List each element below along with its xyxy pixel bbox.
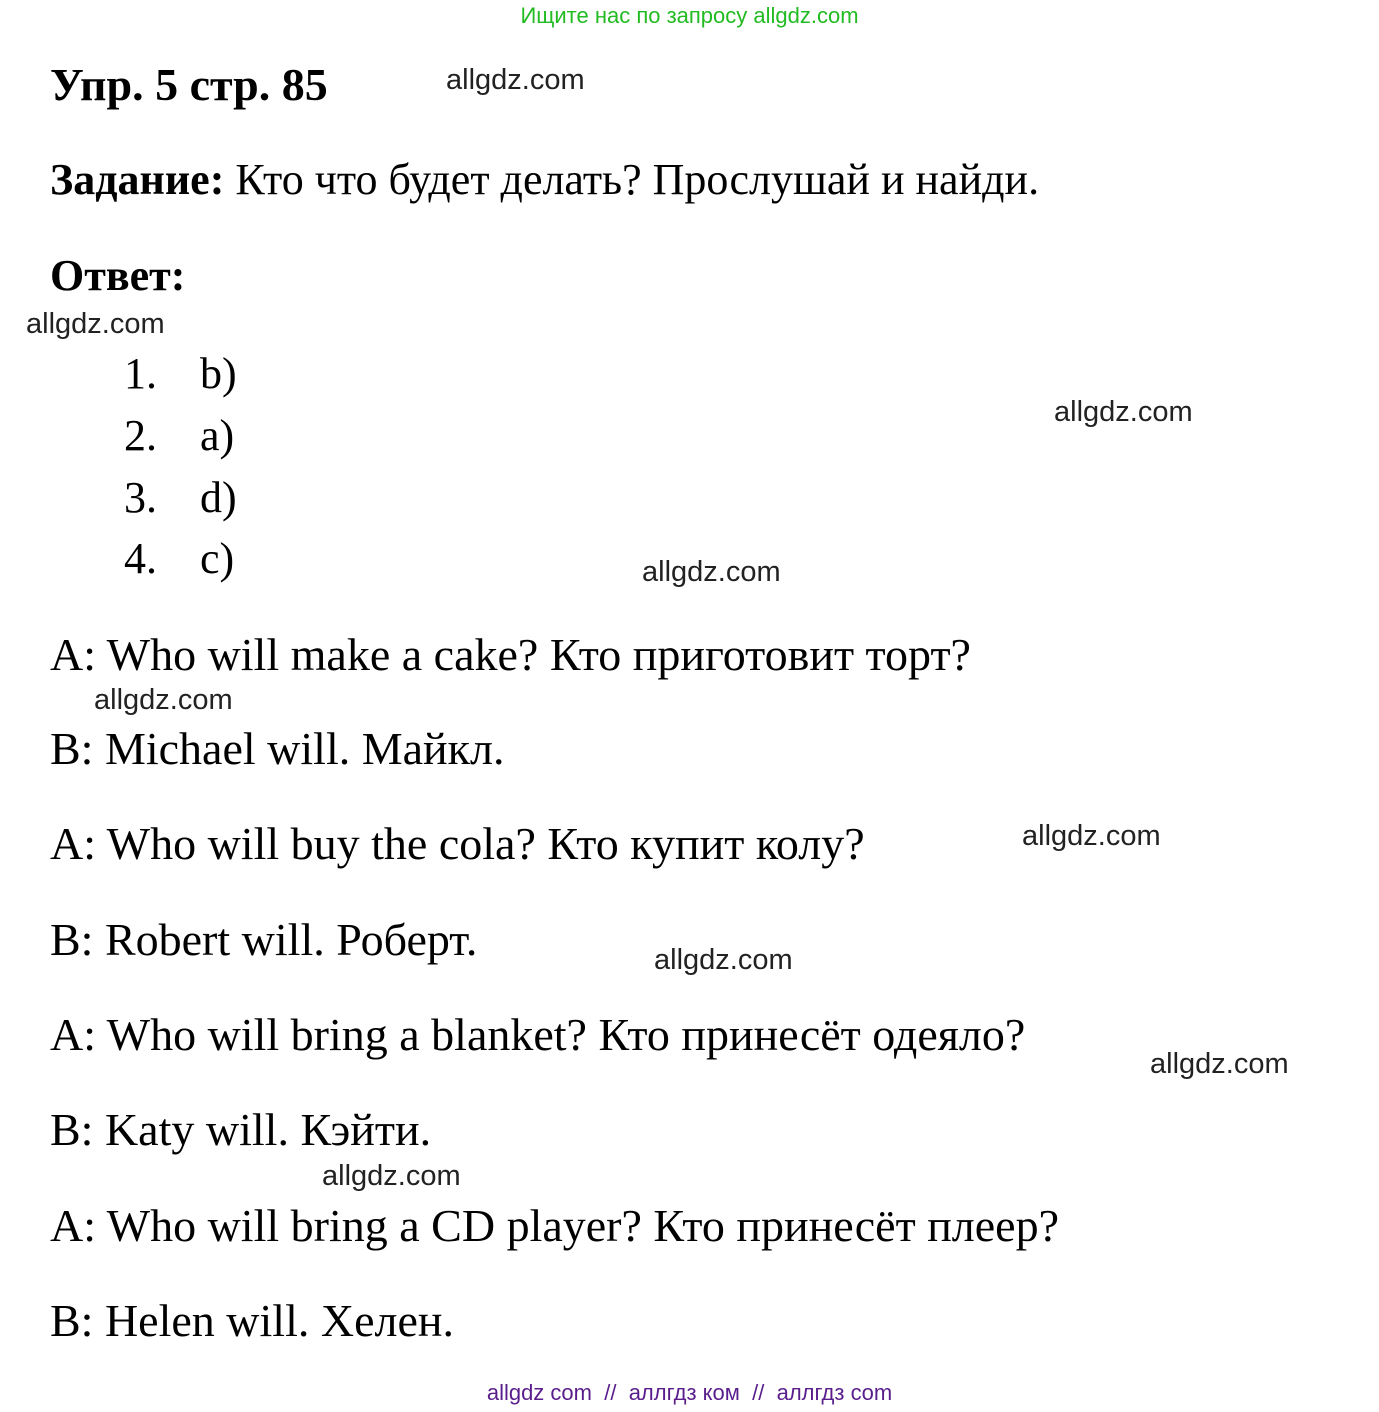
answer-value: b) <box>200 349 237 398</box>
bottom-banner-separator: // <box>604 1380 617 1405</box>
watermark: allgdz.com <box>642 556 781 588</box>
dialogue-line-2: B: Michael will. Майкл. <box>50 723 505 774</box>
answer-item-2 <box>124 411 235 460</box>
answer-item-1 <box>124 349 237 398</box>
watermark: allgdz.com <box>1054 396 1193 428</box>
answer-label: Ответ: <box>50 251 186 300</box>
answer-number: 2. <box>124 411 157 460</box>
watermark: allgdz.com <box>1022 820 1161 852</box>
watermark: allgdz.com <box>446 64 585 96</box>
dialogue-line-1: A: Who will make a cake? Кто приготовит торт? <box>50 629 971 680</box>
answer-value: d) <box>200 473 237 522</box>
answer-number: 3. <box>124 473 157 522</box>
watermark: allgdz.com <box>654 944 793 976</box>
answer-value: a) <box>200 411 235 460</box>
answer-value: c) <box>200 534 235 583</box>
dialogue-line-3: A: Who will buy the cola? Кто купит колу? <box>50 818 865 869</box>
answer-item-4 <box>124 534 235 583</box>
watermark: allgdz.com <box>1150 1048 1289 1080</box>
task-text: Кто что будет делать? Прослушай и найди. <box>224 155 1040 204</box>
dialogue-line-8: B: Helen will. Хелен. <box>50 1295 454 1346</box>
task-label: Задание: <box>50 155 225 204</box>
bottom-banner-part: allgdz com <box>486 1380 592 1405</box>
top-banner: Ищите нас по запросу allgdz.com <box>520 3 859 28</box>
answer-number: 1. <box>124 349 157 398</box>
dialogue-line-6: B: Katy will. Кэйти. <box>50 1104 432 1155</box>
dialogue-line-7: A: Who will bring a CD player? Кто принесёт плеер? <box>50 1200 1060 1251</box>
bottom-banner <box>0 1382 1379 1404</box>
bottom-banner-separator: // <box>752 1380 765 1405</box>
watermark: allgdz.com <box>322 1160 461 1192</box>
watermark: allgdz.com <box>94 684 233 716</box>
dialogue-line-5: A: Who will bring a blanket? Кто принесёт одеяло? <box>50 1009 1026 1060</box>
bottom-banner-part: аллгдз com <box>776 1380 893 1405</box>
task-line <box>50 155 1040 204</box>
page-title: Упр. 5 стр. 85 <box>50 59 328 110</box>
bottom-banner-part: аллгдз ком <box>628 1380 740 1405</box>
dialogue-line-4: B: Robert will. Роберт. <box>50 914 478 965</box>
answer-number: 4. <box>124 534 157 583</box>
answer-item-3 <box>124 473 237 522</box>
watermark: allgdz.com <box>26 308 165 340</box>
